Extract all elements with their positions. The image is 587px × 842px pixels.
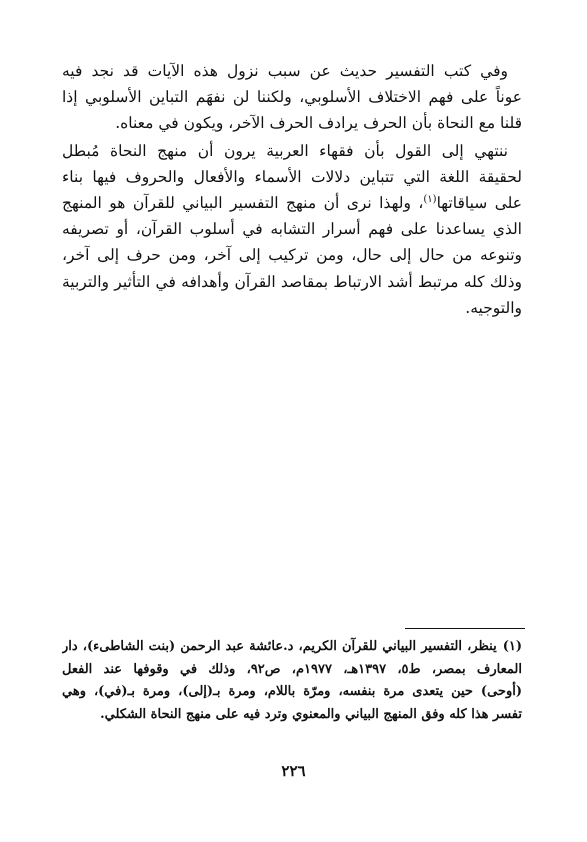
main-text: [62, 58, 522, 321]
footnote: [62, 636, 522, 726]
text-line: الذي يساعدنا على فهم أسرار التشابه في أسلوب القرآن، أو تصريفه: [62, 220, 522, 239]
footnote-number: (١): [502, 639, 522, 654]
text-segment: ، ولهذا نرى أن منهج التفسير البياني للقرآن هو المنهج: [62, 194, 424, 213]
text-line: قلنا مع النحاة بأن الحرف يرادف الحرف الآخر، ويكون في معناه.: [115, 114, 522, 133]
page-number: ٢٢٦: [281, 762, 306, 780]
footnote-divider: [405, 628, 525, 629]
text-line: وتنوعه من حال إلى حال، ومن تركيب إلى آخر، ومن حرف إلى آخر،: [62, 246, 522, 265]
text-line: وفي كتب التفسير حديث عن سبب نزول هذه الآيات قد نجد فيه: [62, 62, 508, 80]
footnote-line: المعارف بمصر، ط٥، ١٣٩٧هـ، ١٩٧٧م، ص٩٢، وذلك في وقوفها عند الفعل: [62, 661, 522, 677]
footnote-line: (أوحى) حين يتعدى مرة بنفسه، ومرّة باللام، ومرة بـ(إلى)، ومرة بـ(في)، وهي: [62, 684, 522, 699]
paragraph-2: [62, 138, 522, 321]
footnote-line: تفسر هذا كله وفق المنهج البياني والمعنوي وترد فيه على منهج النحاة الشكلي.: [100, 706, 522, 722]
footnote-reference: (١): [423, 193, 437, 205]
paragraph-1: [62, 58, 522, 137]
text-line: لحقيقة اللغة التي تتباين دلالات الأسماء والأفعال والحروف فيها بناء: [62, 167, 522, 186]
text-line: ننتهي إلى القول بأن فقهاء العربية يرون أن منهج النحاة مُبطل: [62, 141, 508, 160]
text-line: وذلك كله مرتبط أشد الارتباط بمقاصد القرآن وأهدافه في التأثير والتربية: [62, 272, 522, 291]
text-segment: على سياقاتها: [436, 194, 522, 213]
footnote-text: ينظر، التفسير البياني للقرآن الكريم، د.عائشة عبد الرحمن (بنت الشاطىء)، دار: [62, 639, 497, 654]
footnote-line: [62, 636, 522, 659]
text-line: عوناً على فهم الاختلاف الأسلوبي، ولكننا لن نفهَم التباين الأسلوبي إذا: [62, 88, 522, 107]
text-line-with-footnote-ref: [62, 190, 522, 216]
text-line: والتوجيه.: [465, 298, 522, 317]
